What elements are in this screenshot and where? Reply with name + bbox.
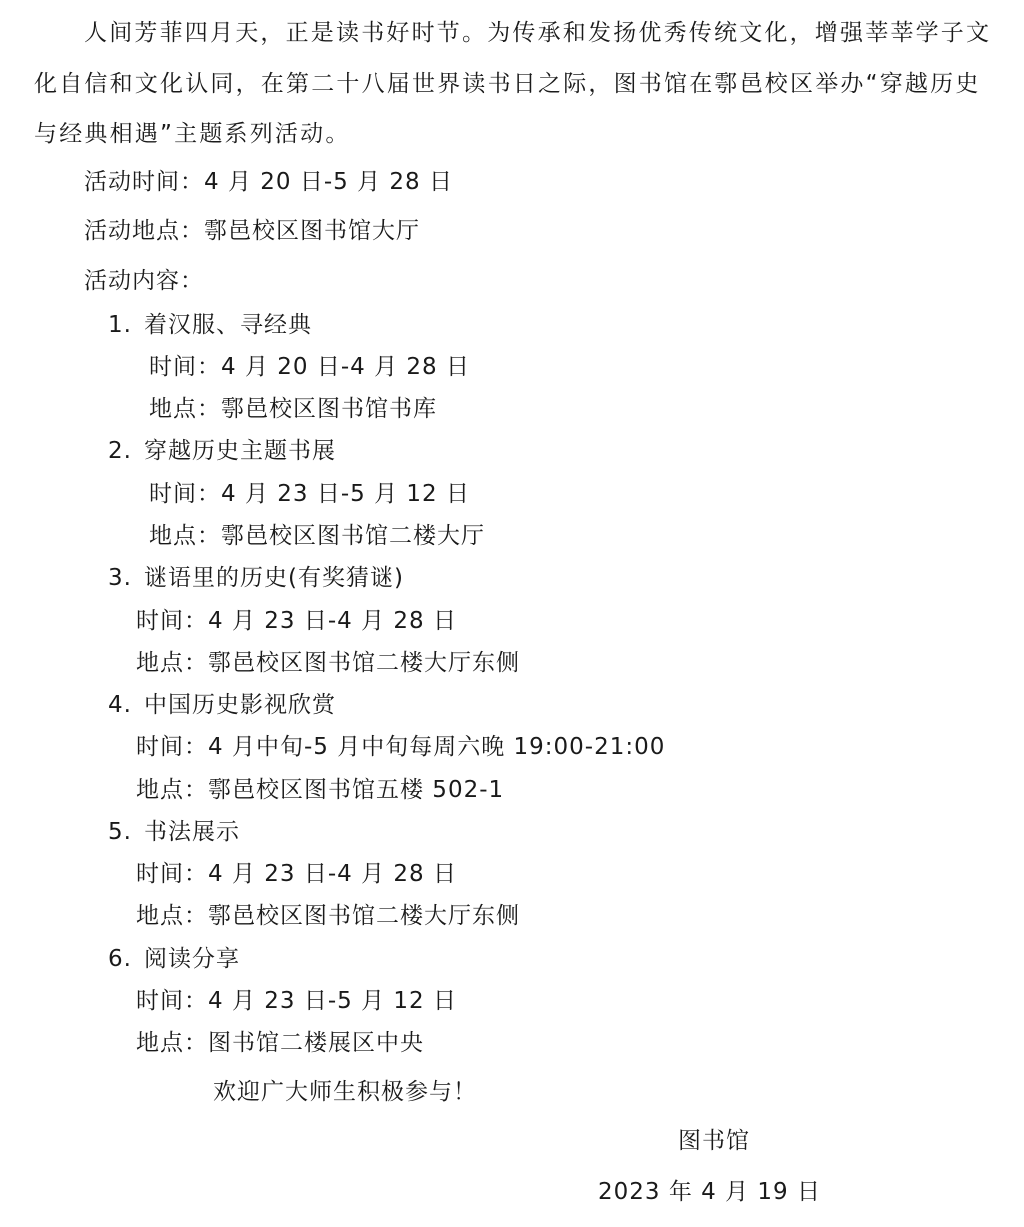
item-3-number: 3.	[108, 565, 132, 591]
item-6-title: 阅读分享	[144, 946, 240, 972]
item-4-place: 地点：鄠邑校区图书馆五楼 502-1	[136, 777, 505, 803]
item-4-time: 时间：4 月中旬-5 月中旬每周六晚 19:00-21:00	[136, 734, 666, 760]
signature: 图书馆	[678, 1128, 750, 1154]
item-1-time: 时间：4 月 20 日-4 月 28 日	[149, 354, 470, 380]
item-2-title-line	[108, 437, 336, 465]
item-3-title-line	[108, 564, 404, 592]
intro-line-3: 与经典相遇”主题系列活动。	[34, 121, 351, 147]
date: 2023 年 4 月 19 日	[598, 1179, 821, 1205]
item-5-time: 时间：4 月 23 日-4 月 28 日	[136, 861, 457, 887]
item-1-place: 地点：鄠邑校区图书馆书库	[149, 396, 437, 422]
item-3-time: 时间：4 月 23 日-4 月 28 日	[136, 608, 457, 634]
item-6-title-line	[108, 945, 240, 973]
item-1-number: 1.	[108, 312, 132, 338]
item-3-title: 谜语里的历史(有奖猜谜)	[144, 565, 404, 591]
item-4-title-line	[108, 691, 336, 719]
item-2-place: 地点：鄠邑校区图书馆二楼大厅	[149, 523, 485, 549]
item-5-number: 5.	[108, 819, 132, 845]
intro-line-1: 人间芳菲四月天，正是读书好时节。为传承和发扬优秀传统文化，增强莘莘学子文	[84, 20, 992, 46]
item-5-place: 地点：鄠邑校区图书馆二楼大厅东侧	[136, 903, 520, 929]
item-3-place: 地点：鄠邑校区图书馆二楼大厅东侧	[136, 650, 520, 676]
activity-place: 活动地点：鄠邑校区图书馆大厅	[84, 218, 420, 244]
activity-time: 活动时间：4 月 20 日-5 月 28 日	[84, 169, 453, 195]
item-1-title-line	[108, 311, 312, 339]
item-4-title: 中国历史影视欣赏	[144, 692, 336, 718]
item-5-title-line	[108, 818, 240, 846]
item-6-number: 6.	[108, 946, 132, 972]
item-5-title: 书法展示	[144, 819, 240, 845]
item-2-time: 时间：4 月 23 日-5 月 12 日	[149, 481, 470, 507]
item-2-title: 穿越历史主题书展	[144, 438, 336, 464]
item-4-number: 4.	[108, 692, 132, 718]
item-6-place: 地点：图书馆二楼展区中央	[136, 1030, 424, 1056]
item-1-title: 着汉服、寻经典	[144, 312, 312, 338]
intro-line-2: 化自信和文化认同，在第二十八届世界读书日之际，图书馆在鄠邑校区举办“穿越历史	[34, 71, 981, 97]
item-6-time: 时间：4 月 23 日-5 月 12 日	[136, 988, 457, 1014]
activity-content-label: 活动内容：	[84, 268, 204, 294]
item-2-number: 2.	[108, 438, 132, 464]
welcome-message: 欢迎广大师生积极参与！	[213, 1079, 477, 1105]
